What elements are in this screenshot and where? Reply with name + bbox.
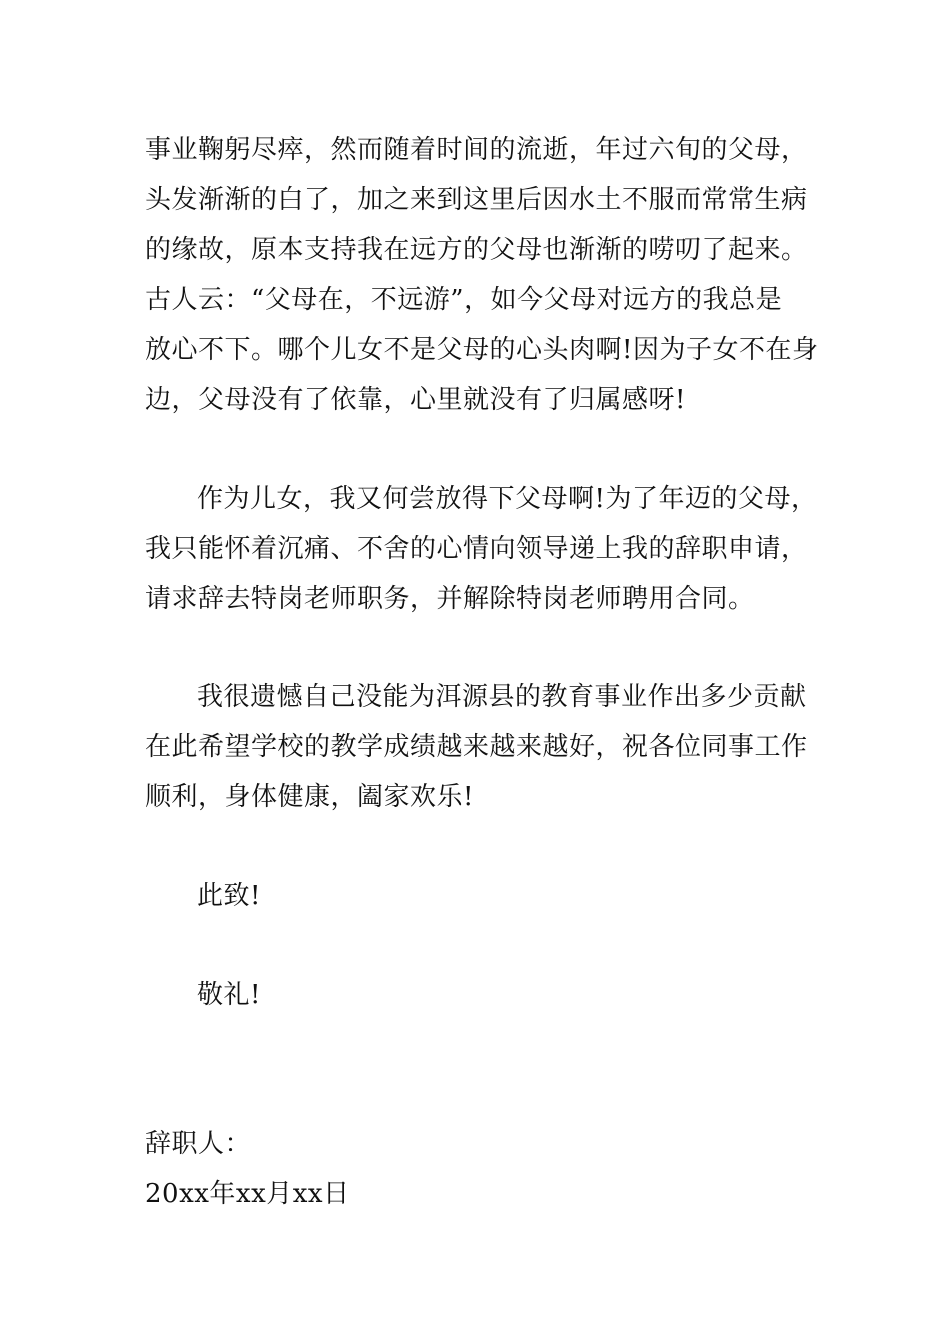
paragraph-1-line-4: 古人云：“父母在，不远游”，如今父母对远方的我总是	[145, 285, 783, 315]
paragraph-2-line-3: 请求辞去特岗老师职务，并解除特岗老师聘用合同。	[145, 584, 755, 614]
closing-ci-zhi: 此致!	[197, 881, 261, 911]
paragraph-3-line-3: 顺利，身体健康，阖家欢乐!	[145, 782, 474, 812]
paragraph-1-line-1: 事业鞠躬尽瘁，然而随着时间的流逝，年过六旬的父母，	[145, 135, 808, 165]
paragraph-1-line-6: 边，父母没有了依靠，心里就没有了归属感呀!	[145, 385, 686, 415]
closing-jing-li: 敬礼!	[197, 980, 261, 1010]
paragraph-1-line-5: 放心不下。哪个儿女不是父母的心头肉啊!因为子女不在身	[145, 335, 819, 365]
paragraph-2-line-2: 我只能怀着沉痛、不舍的心情向领导递上我的辞职申请，	[145, 534, 808, 564]
paragraph-3-line-1: 我很遗憾自己没能为洱源县的教育事业作出多少贡献	[197, 682, 807, 712]
paragraph-3-line-2: 在此希望学校的教学成绩越来越来越好，祝各位同事工作	[145, 732, 808, 762]
date-line: 20xx年xx月xx日	[145, 1179, 350, 1209]
paragraph-1-line-3: 的缘故，原本支持我在远方的父母也渐渐的唠叨了起来。	[145, 235, 808, 265]
paragraph-1-line-2: 头发渐渐的白了，加之来到这里后因水土不服而常常生病	[145, 185, 808, 215]
signer-label: 辞职人：	[145, 1129, 252, 1159]
paragraph-2-line-1: 作为儿女，我又何尝放得下父母啊!为了年迈的父母，	[197, 484, 818, 514]
